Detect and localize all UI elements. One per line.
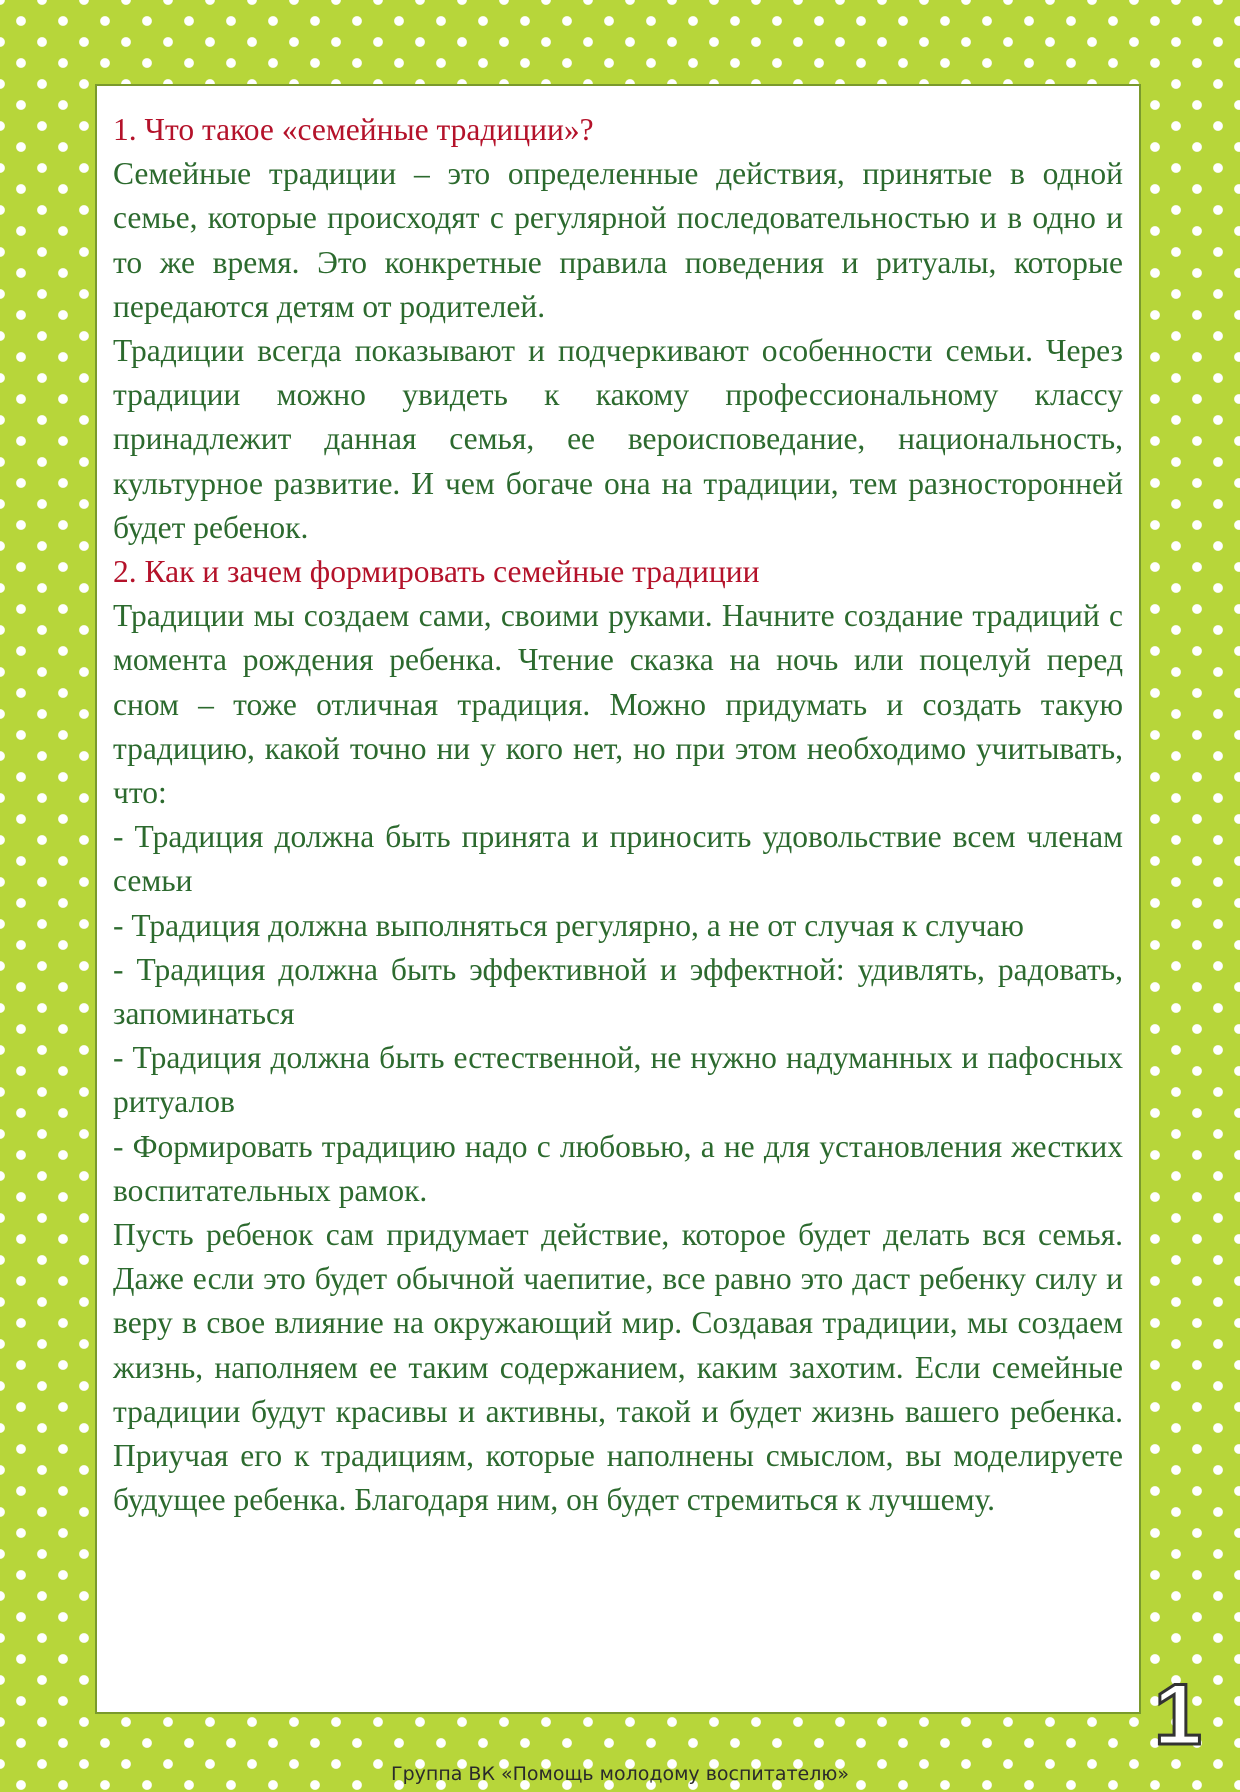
section-2-intro: Традиции мы создаем сами, своими руками. Начните создание традиций с момента рождения ребенка. Чтение сказка на ночь или поцелуй перед сном – тоже отличная традиция. Можно придумать и создать такую традицию, какой точно ни у кого нет, но при этом необходимо учитывать, что: (113, 598, 1123, 811)
footer-caption: Группа ВК «Помощь молодому воспитателю» (391, 1763, 849, 1785)
article-body (113, 108, 1123, 1523)
section-1-paragraph-1: Семейные традиции – это определенные действия, принятые в одной семье, которые происходят с регулярной последовательностью и в одно и то же время. Это конкретные правила поведения и ритуалы, которые передаются детям от родителей. (113, 156, 1123, 324)
rule-item: - Традиция должна быть естественной, не нужно надуманных и пафосных ритуалов (113, 1040, 1123, 1120)
section-1-heading: 1. Что такое «семейные традиции»? (113, 112, 594, 147)
rule-item: - Традиция должна быть эффективной и эффектной: удивлять, радовать, запоминаться (113, 951, 1123, 1032)
rule-item: - Формировать традицию надо с любовью, а не для установления жестких воспитательных рамок. (113, 1128, 1123, 1208)
page-number: 1 (1154, 1667, 1202, 1763)
section-1-paragraph-2: Традиции всегда показывают и подчеркивают особенности семьи. Через традиции можно увидеть к какому профессиональному классу принадлежит данная семья, ее вероисповедание, национальность, культурное развитие. И чем богаче она на традиции, тем разносторонней будет ребенок. (113, 333, 1123, 545)
rule-item: - Традиция должна выполняться регулярно, а не от случая к случаю (113, 907, 1024, 943)
rule-item: - Традиция должна быть принята и приносить удовольствие всем членам семьи (113, 819, 1123, 899)
content-card (95, 84, 1141, 1714)
section-2-conclusion: Пусть ребенок сам придумает действие, которое будет делать вся семья. Даже если это будет обычной чаепитие, все равно это даст ребенку силу и веру в свое влияние на окружающий мир. Создавая традиции, мы создаем жизнь, наполняем ее таким содержанием, каким захотим. Если семейные традиции будут красивы и активны, такой и будет жизнь вашего ребенка. Приучая его к традициям, которые наполнены смыслом, вы моделируете будущее ребенка. Благодаря ним, он будет стремиться к лучшему. (113, 1217, 1123, 1518)
section-2-heading: 2. Как и зачем формировать семейные традиции (113, 554, 760, 590)
